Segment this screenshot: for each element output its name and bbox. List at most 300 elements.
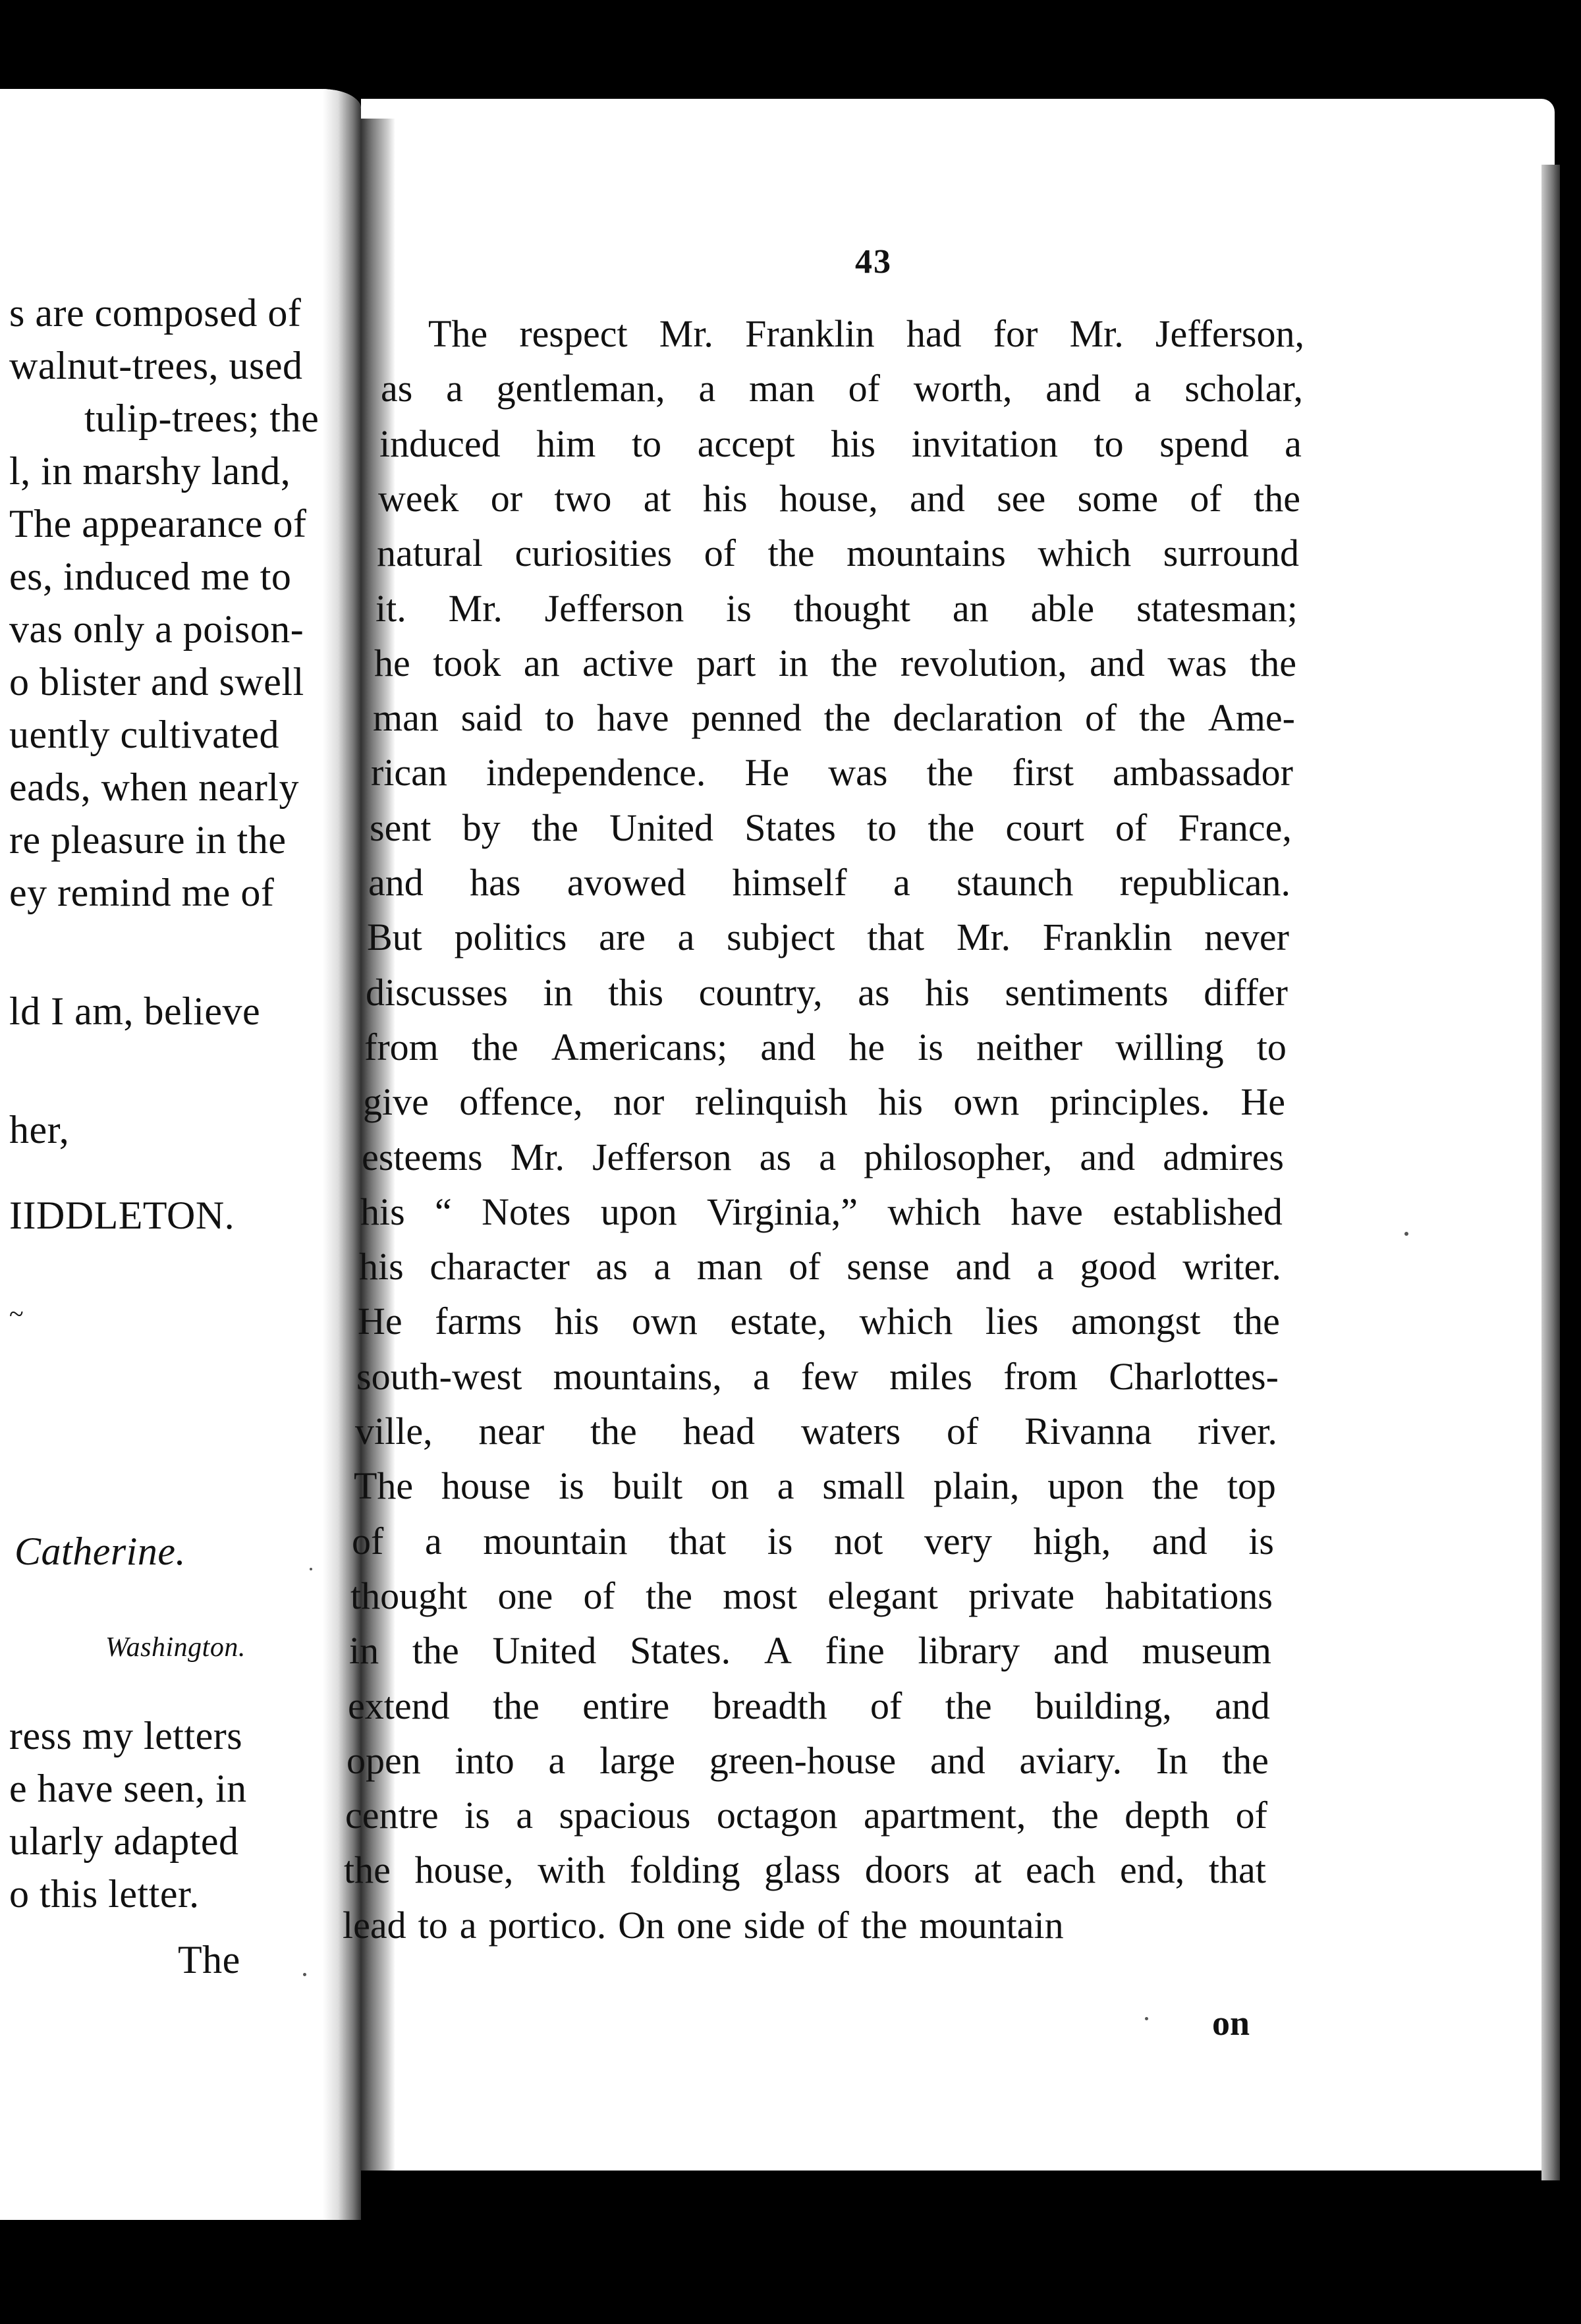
word: very <box>924 1520 992 1563</box>
word: week <box>378 477 459 520</box>
body-text-line <box>358 1302 1280 1341</box>
left-text-line: tulip-trees; the <box>84 397 319 440</box>
left-page-gutter-shadow <box>323 89 361 2220</box>
word: Mr. <box>448 587 503 630</box>
word: see <box>997 477 1046 520</box>
word: by <box>462 806 501 849</box>
word: induced <box>379 422 501 465</box>
word: sent <box>370 806 431 849</box>
left-text-line: re pleasure in the <box>9 818 287 862</box>
word: lies <box>985 1300 1039 1342</box>
left-text-line: ress my letters <box>9 1714 243 1757</box>
word: sentiments <box>1005 971 1169 1014</box>
word: his <box>702 477 748 520</box>
word: as <box>759 1136 792 1178</box>
word: Mr. <box>510 1136 565 1178</box>
word: Mr. <box>1069 312 1124 355</box>
word: an <box>952 587 989 630</box>
word: estate, <box>730 1300 827 1342</box>
word: near <box>478 1410 545 1452</box>
word: said <box>460 696 523 739</box>
word: have <box>597 696 669 739</box>
word: house, <box>414 1848 514 1891</box>
word: The <box>354 1464 414 1507</box>
word: to <box>418 1904 448 1947</box>
word: and <box>1215 1684 1270 1727</box>
word: declaration <box>893 696 1063 739</box>
word: willing <box>1115 1026 1224 1068</box>
word: a <box>548 1739 566 1782</box>
word: library <box>918 1629 1020 1672</box>
word: a <box>446 367 463 410</box>
left-text-line: The appearance of <box>9 502 307 545</box>
word: discusses <box>366 971 508 1014</box>
word: of <box>1190 477 1222 520</box>
word: his <box>554 1300 599 1342</box>
word: one <box>677 1904 732 1947</box>
word: the <box>928 806 975 849</box>
body-text-line <box>355 1412 1277 1451</box>
word: of <box>848 367 880 410</box>
word: a <box>677 916 695 958</box>
word: Franklin <box>745 312 875 355</box>
word: of <box>704 532 736 574</box>
word: and <box>1090 642 1145 684</box>
word: the <box>1250 642 1296 684</box>
body-text-line <box>366 971 1288 1014</box>
word: respect <box>519 312 628 355</box>
word: Mr. <box>659 312 713 355</box>
word: for <box>993 312 1038 355</box>
word: a <box>653 1245 671 1288</box>
word: in <box>778 642 808 684</box>
word: United <box>492 1629 597 1672</box>
word: own <box>632 1300 698 1342</box>
word: is <box>464 1794 490 1837</box>
word: to <box>632 422 662 465</box>
word: rican <box>371 751 447 794</box>
word: his <box>360 1190 405 1233</box>
word: the <box>1152 1464 1199 1507</box>
body-text-line <box>359 1245 1281 1288</box>
word: top <box>1227 1464 1276 1507</box>
word: aviary. <box>1019 1739 1123 1782</box>
word: and <box>929 1739 985 1782</box>
word: of <box>583 1574 615 1617</box>
word: able <box>1030 587 1095 630</box>
word: river. <box>1198 1410 1277 1452</box>
word: a <box>516 1794 534 1837</box>
word: first <box>1012 751 1074 794</box>
word: and <box>1151 1520 1207 1563</box>
word: built <box>612 1464 683 1507</box>
word: folding <box>629 1848 740 1891</box>
word: court <box>1005 806 1084 849</box>
word: one <box>497 1574 553 1617</box>
word: Notes <box>482 1190 571 1233</box>
word: at <box>643 477 671 520</box>
body-text-line <box>381 367 1303 410</box>
word: green-house <box>709 1739 897 1782</box>
body-text-line <box>363 1080 1285 1123</box>
left-text-line: uently cultivated <box>9 713 280 756</box>
word: But <box>367 916 422 958</box>
word: mountain <box>483 1520 628 1563</box>
word: each <box>1026 1848 1096 1891</box>
body-text-line <box>356 1355 1279 1398</box>
word: the <box>945 1684 992 1727</box>
word: farms <box>435 1300 522 1342</box>
word: it. <box>375 587 406 630</box>
word: is <box>726 587 752 630</box>
word: centre <box>345 1794 439 1837</box>
word: the <box>1051 1794 1099 1837</box>
word: fine <box>825 1629 885 1672</box>
word: of <box>1084 696 1117 739</box>
word: of <box>1115 806 1148 849</box>
word: the <box>344 1848 391 1891</box>
body-text-line <box>360 1190 1283 1233</box>
paper-speck <box>1404 1232 1408 1236</box>
word: is <box>918 1026 943 1068</box>
paper-speck <box>303 1973 306 1976</box>
word: the <box>531 806 578 849</box>
word: to <box>867 806 897 849</box>
word: a <box>753 1355 770 1398</box>
word: few <box>801 1355 858 1398</box>
word: mountain <box>919 1904 1064 1947</box>
word: waters <box>800 1410 901 1452</box>
left-text-line: vas only a poison- <box>9 607 304 651</box>
word: the <box>1233 1300 1280 1342</box>
word: esteems <box>362 1136 483 1178</box>
word: doors <box>864 1848 950 1891</box>
body-text-line <box>354 1464 1276 1507</box>
word: and <box>955 1245 1011 1288</box>
word: Jefferson <box>592 1136 732 1178</box>
word: extend <box>348 1684 450 1727</box>
word: to <box>1256 1026 1287 1068</box>
word: Mr. <box>956 916 1011 958</box>
word: man <box>373 696 439 739</box>
body-text-line <box>428 312 1304 355</box>
body-text-line <box>347 1739 1269 1782</box>
word: upon <box>1047 1464 1124 1507</box>
left-text-line: Washington. <box>105 1632 246 1663</box>
paper-speck <box>310 1568 312 1570</box>
body-text-line <box>371 751 1293 794</box>
word: depth <box>1124 1794 1210 1837</box>
word: apartment, <box>863 1794 1026 1837</box>
word: not <box>834 1520 883 1563</box>
word: the <box>767 532 815 574</box>
body-text-line <box>378 477 1300 520</box>
word: that <box>669 1520 727 1563</box>
word: miles <box>889 1355 972 1398</box>
word: mountains <box>846 532 1006 574</box>
body-text-line <box>377 534 1299 572</box>
word: avowed <box>567 861 686 904</box>
left-text-line: ey remind me of <box>9 871 275 914</box>
word: active <box>582 642 674 684</box>
word: Ame- <box>1207 696 1295 739</box>
word: republican. <box>1119 861 1290 904</box>
word: the <box>860 1904 908 1947</box>
word: the <box>471 1026 518 1068</box>
word: breadth <box>712 1684 827 1727</box>
word: have <box>1011 1190 1083 1233</box>
word: scholar, <box>1184 367 1303 410</box>
body-text-line <box>350 1574 1273 1617</box>
left-text-line: IIDDLETON. <box>9 1194 235 1237</box>
left-text-line: The <box>178 1938 240 1981</box>
word: thought <box>350 1574 468 1617</box>
word: principles. <box>1049 1080 1210 1123</box>
word: had <box>906 312 962 355</box>
body-text-line <box>343 1906 1265 1945</box>
word: Virginia,” <box>707 1190 858 1233</box>
left-text-line: o this letter. <box>9 1872 200 1916</box>
word: He <box>358 1300 402 1342</box>
word: invitation <box>911 422 1058 465</box>
word: On <box>618 1904 665 1947</box>
word: accept <box>697 422 795 465</box>
word: which <box>1038 532 1132 574</box>
word: philosopher, <box>864 1136 1053 1178</box>
word: high, <box>1033 1520 1111 1563</box>
word: in <box>543 971 573 1014</box>
word: character <box>430 1245 570 1288</box>
body-text-line <box>344 1848 1266 1891</box>
left-text-line: e have seen, in <box>9 1767 247 1810</box>
word: Charlottes- <box>1109 1355 1279 1398</box>
left-text-line: ld I am, believe <box>9 989 261 1033</box>
word: and <box>760 1026 816 1068</box>
word: admires <box>1163 1136 1284 1178</box>
word: upon <box>600 1190 677 1233</box>
word: this <box>608 971 664 1014</box>
left-text-line: ~ <box>9 1299 24 1329</box>
word: staunch <box>957 861 1074 904</box>
word: two <box>554 477 612 520</box>
word: the <box>1139 696 1186 739</box>
word: and <box>368 861 424 904</box>
word: United <box>609 806 713 849</box>
word: spend <box>1159 422 1249 465</box>
body-text-line <box>368 861 1290 904</box>
word: man <box>748 367 815 410</box>
word: which <box>887 1190 982 1233</box>
word: private <box>968 1574 1075 1617</box>
word: the <box>493 1684 540 1727</box>
word: man <box>696 1245 763 1288</box>
word: independence. <box>486 751 706 794</box>
body-text-line <box>373 696 1295 739</box>
word: was <box>1167 642 1227 684</box>
word: writer. <box>1182 1245 1281 1288</box>
word: revolution, <box>900 642 1067 684</box>
word: in <box>349 1629 379 1672</box>
word: the <box>412 1629 459 1672</box>
word: on <box>710 1464 749 1507</box>
body-text-line <box>345 1796 1267 1835</box>
word: the <box>831 642 878 684</box>
word: of <box>870 1684 902 1727</box>
word: his <box>878 1080 923 1123</box>
word: a <box>459 1904 477 1947</box>
word: he <box>374 642 410 684</box>
word: side <box>743 1904 806 1947</box>
word: of <box>946 1410 979 1452</box>
word: or <box>490 477 523 520</box>
word: lead <box>343 1904 406 1947</box>
word: large <box>599 1739 675 1782</box>
body-text-line <box>349 1629 1271 1672</box>
word: south-west <box>356 1355 522 1398</box>
word: politics <box>454 916 567 958</box>
word: thought <box>793 587 910 630</box>
word: him <box>536 422 596 465</box>
word: to <box>545 696 575 739</box>
word: France, <box>1178 806 1292 849</box>
word: open <box>347 1739 421 1782</box>
body-text-line <box>364 1028 1287 1066</box>
word: a <box>893 861 910 904</box>
left-text-line: es, induced me to <box>9 555 292 598</box>
word: part <box>696 642 756 684</box>
word: small <box>822 1464 906 1507</box>
word: from <box>364 1026 439 1068</box>
word: of <box>789 1245 821 1288</box>
word: spacious <box>559 1794 691 1837</box>
word: the <box>823 696 871 739</box>
word: building, <box>1034 1684 1172 1727</box>
word: himself <box>732 861 847 904</box>
word: the <box>1222 1739 1269 1782</box>
word: a <box>1037 1245 1054 1288</box>
body-text-line <box>370 806 1292 849</box>
word: relinquish <box>694 1080 848 1123</box>
word: mountains, <box>553 1355 722 1398</box>
word: his <box>831 422 876 465</box>
word: has <box>470 861 521 904</box>
left-text-line: walnut-trees, used <box>9 344 303 387</box>
word: into <box>455 1739 514 1782</box>
word: some <box>1077 477 1159 520</box>
catchword: on <box>1212 2003 1250 2043</box>
body-text-line <box>367 918 1289 956</box>
word: Jefferson, <box>1155 312 1304 355</box>
word: took <box>433 642 501 684</box>
word: ville, <box>355 1410 433 1452</box>
page-number: 43 <box>855 243 892 281</box>
word: his <box>359 1245 404 1288</box>
word: The <box>428 312 488 355</box>
word: and <box>910 477 965 520</box>
word: museum <box>1142 1629 1271 1672</box>
word: glass <box>764 1848 841 1891</box>
word: established <box>1113 1190 1283 1233</box>
word: entire <box>582 1684 670 1727</box>
word: penned <box>691 696 802 739</box>
paper-speck <box>1145 2017 1148 2020</box>
word: In <box>1155 1739 1188 1782</box>
left-text-line: ularly adapted <box>9 1819 239 1863</box>
word: amongst <box>1070 1300 1201 1342</box>
word: portico. <box>488 1904 607 1947</box>
word: and <box>1045 367 1101 410</box>
word: Jefferson <box>544 587 684 630</box>
left-text-line: s are composed of <box>9 291 302 335</box>
word: the <box>926 751 974 794</box>
word: Rivanna <box>1024 1410 1152 1452</box>
body-text-line <box>375 587 1298 630</box>
word: “ <box>435 1190 452 1233</box>
word: a <box>1285 422 1302 465</box>
word: of <box>1235 1794 1267 1837</box>
word: ambassador <box>1113 751 1293 794</box>
body-text-line <box>362 1138 1284 1176</box>
word: the <box>646 1574 693 1617</box>
word: octagon <box>716 1794 838 1837</box>
right-page-edge <box>1541 165 1560 2180</box>
word: nor <box>613 1080 665 1123</box>
body-text-line <box>348 1684 1270 1727</box>
word: natural <box>377 532 484 574</box>
left-text-line: o blister and swell <box>9 660 304 704</box>
word: of <box>817 1904 849 1947</box>
word: he <box>848 1026 885 1068</box>
word: differ <box>1204 971 1288 1014</box>
word: plain, <box>933 1464 1020 1507</box>
word: as <box>381 367 413 410</box>
word: at <box>974 1848 1002 1891</box>
word: with <box>538 1848 606 1891</box>
left-text-line: eads, when nearly <box>9 765 299 809</box>
word: end, <box>1119 1848 1185 1891</box>
word: a <box>698 367 716 410</box>
word: is <box>767 1520 793 1563</box>
body-text-line <box>374 644 1296 682</box>
word: house <box>441 1464 531 1507</box>
word: States <box>744 806 836 849</box>
word: from <box>1003 1355 1078 1398</box>
left-text-line: l, in marshy land, <box>9 449 291 493</box>
body-text-line <box>379 422 1302 465</box>
word: an <box>523 642 560 684</box>
word: neither <box>976 1026 1083 1068</box>
word: curiosities <box>514 532 673 574</box>
word: to <box>1094 422 1124 465</box>
word: and <box>1053 1629 1109 1672</box>
word: He <box>744 751 790 794</box>
left-text-line: her, <box>9 1108 70 1151</box>
word: of <box>352 1520 384 1563</box>
word: own <box>953 1080 1020 1123</box>
word: Americans; <box>551 1026 728 1068</box>
word: never <box>1204 916 1289 958</box>
word: the <box>1254 477 1300 520</box>
word: are <box>599 916 646 958</box>
word: He <box>1240 1080 1285 1123</box>
word: offence, <box>459 1080 583 1123</box>
word: as <box>596 1245 628 1288</box>
word: Franklin <box>1042 916 1173 958</box>
word: that <box>1208 1848 1266 1891</box>
word: subject <box>727 916 835 958</box>
word: the <box>590 1410 637 1452</box>
word: and <box>1080 1136 1136 1178</box>
